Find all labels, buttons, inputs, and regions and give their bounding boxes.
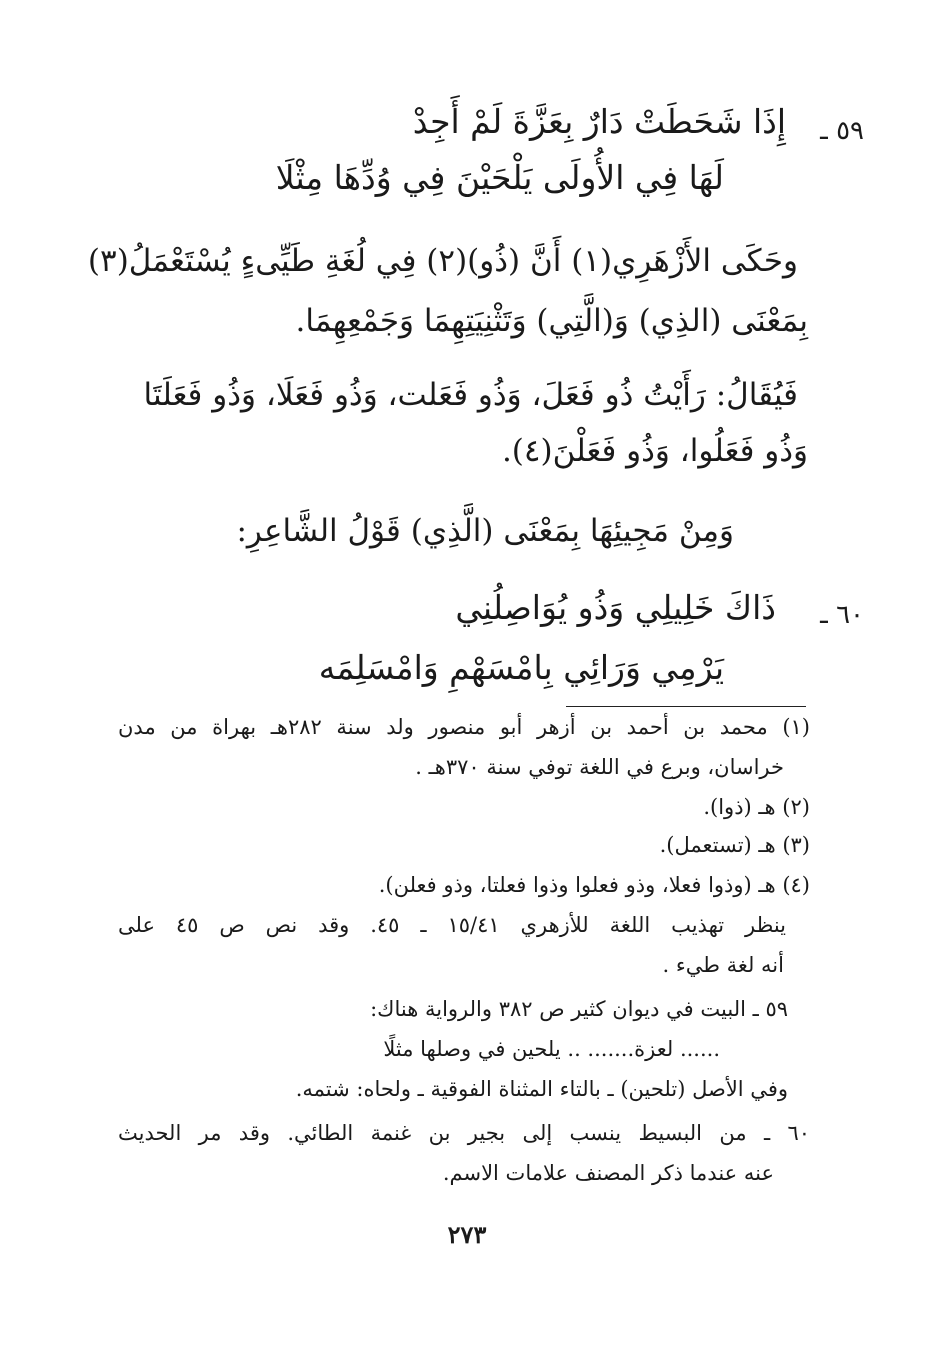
note-60-cont: عنه عندما ذكر المصنف علامات الاسم.: [442, 1161, 774, 1185]
footnote-divider: [566, 706, 806, 707]
paragraph-line: فَيُقَالُ: رَأَيْتُ ذُو فَعَلَ، وَذُو فَعَلت، وَذُو فَعَلَا، وَذُو فَعَلَتَا: [143, 377, 798, 413]
paragraph-line: بِمَعْنَى (الذِي) وَ(الَّتِي) وَتَثْنِيَتِهِمَا وَجَمْعِهِمَا.: [295, 303, 808, 339]
footnote-1-cont: خراسان، وبرع في اللغة توفي سنة ٣٧٠هـ .: [415, 755, 784, 779]
footnote-4-ref: ينظر تهذيب اللغة للأزهري ١٥/٤١ ـ ٤٥. وقد نص ص ٤٥ على: [118, 913, 786, 937]
verse-line: إِذَا شَحَطَتْ دَارٌ بِعَزَّةَ لَمْ أَجِدْ: [412, 102, 786, 141]
paragraph-line: وَذُو فَعَلُوا، وَذُو فَعَلْنَ(٤).: [501, 433, 808, 469]
footnote-1: (١) محمد بن أحمد بن أزهر أبو منصور ولد سنة ٢٨٢هـ بهراة من مدن: [118, 715, 810, 739]
verse-line: لَهَا فِي الأُولَى يَلْحَيْنَ فِي وُدِّهَا مِثْلَا: [275, 158, 724, 197]
note-59: ٥٩ ـ البيت في ديوان كثير ص ٣٨٢ والرواية هناك:: [370, 997, 788, 1021]
note-60: ٦٠ ـ من البسيط ينسب إلى بجير بن غنمة الطائي. وقد مر الحديث: [118, 1121, 810, 1145]
note-59-variant: ...... لعزة....... .. يلحين في وصلها مثلًا: [383, 1037, 720, 1061]
footnote-4: (٤) هـ (وذوا فعلا، وذو فعلوا وذوا فعلتا، وذو فعلن).: [378, 873, 810, 897]
verse-number: ٦٠ ـ: [820, 600, 864, 630]
verse-line: يَرْمِي وَرَائِي بِامْسَهْمِ وَامْسَلِمَه: [318, 648, 724, 687]
footnote-3: (٣) هـ (تستعمل).: [659, 833, 810, 857]
verse-line: ذَاكَ خَلِيلِي وَذُو يُوَاصِلُنِي: [455, 588, 776, 627]
paragraph-line: وحَكَى الأَزْهَرِي(١) أَنَّ (ذُو)(٢) فِي لُغَةِ طَيِّىءٍ يُسْتَعْمَلُ(٣): [87, 243, 798, 279]
paragraph-line: وَمِنْ مَجِيئِهَا بِمَعْنَى (الَّذِي) قَوْلُ الشَّاعِرِ:: [236, 513, 734, 549]
note-59-origin: وفي الأصل (تلحين) ـ بالتاء المثناة الفوقية ـ ولحاه: شتمه.: [295, 1077, 788, 1101]
page-number: ٢٧٣: [447, 1220, 487, 1249]
footnote-2: (٢) هـ (ذوا).: [703, 795, 810, 819]
footnote-4-ref-cont: أنه لغة طيء .: [662, 953, 784, 977]
verse-number: ٥٩ ـ: [820, 116, 864, 146]
